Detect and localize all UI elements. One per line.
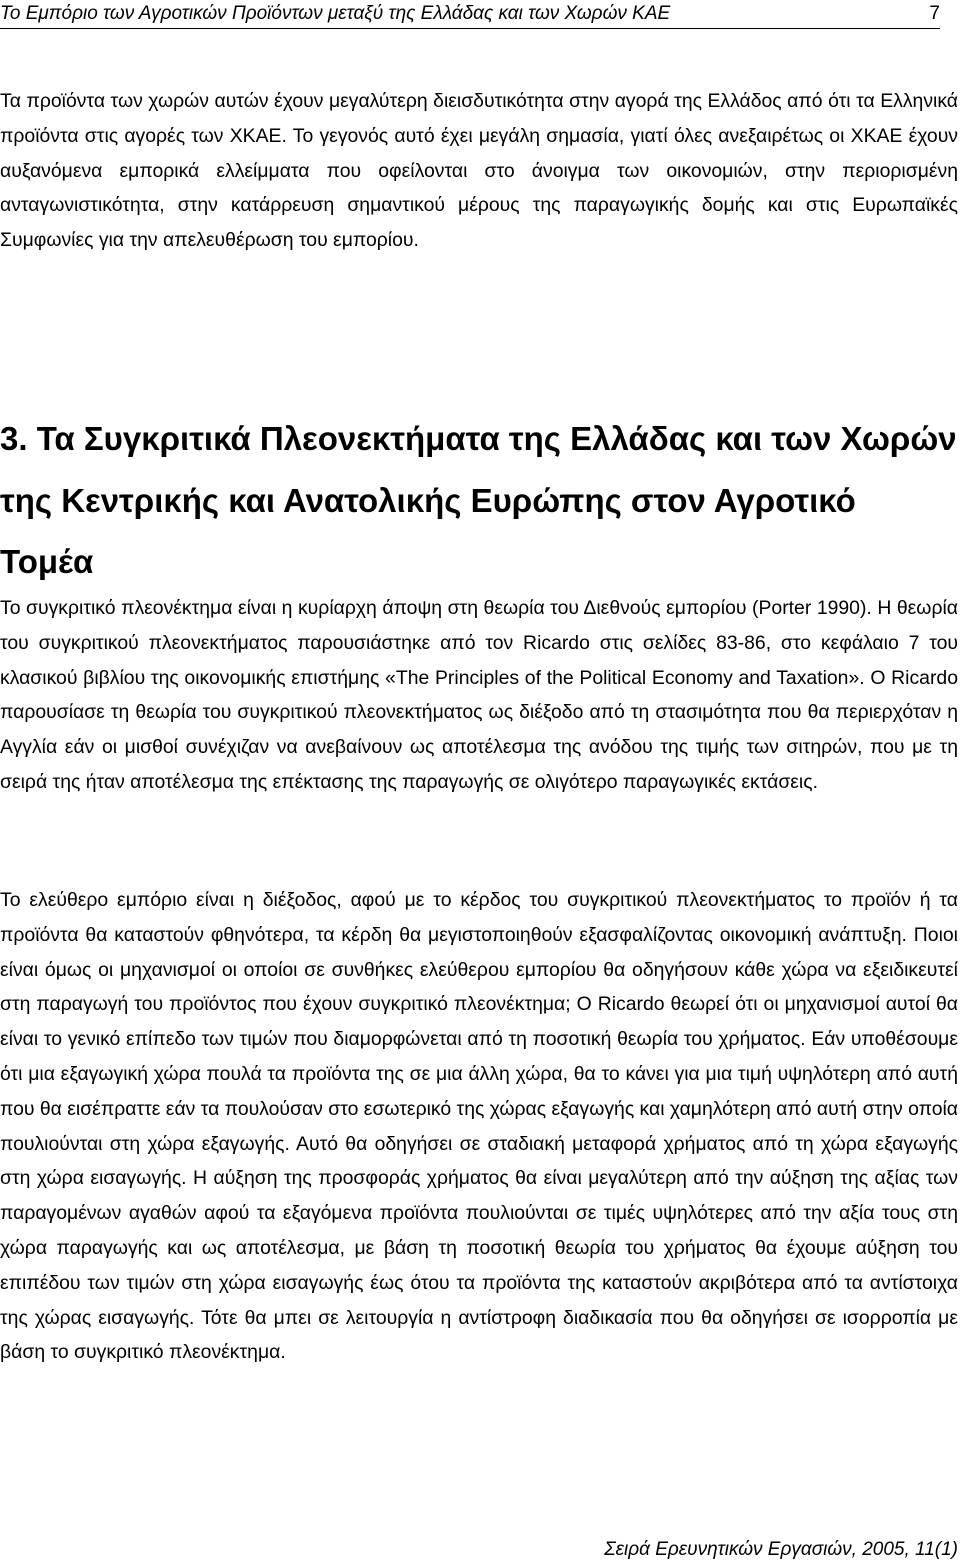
running-header xyxy=(0,2,940,29)
section-heading: 3. Τα Συγκριτικά Πλεονεκτήματα της Ελλάδας και των Χωρών της Κεντρικής και Ανατολικής Ευρώπης στον Αγροτικό Τομέα xyxy=(0,420,957,580)
body-paragraph-2: Το συγκριτικό πλεονέκτημα είναι η κυρίαρχη άποψη στη θεωρία του Διεθνούς εμπορίου (Porter 1990). Η θεωρία του συγκριτικού πλεονεκτήματος παρουσιάστηκε από τον Ricardo στις σελίδες 83-86, στο κεφάλαιο 7 του κλασικού βιβλίου της οικονομικής επιστήμης «The Principles of the Political Economy and Taxation». Ο Ricardo παρουσίασε τη θεωρία του συγκριτικού πλεονεκτήματος ως διέξοδο από τη στασιμότητα που θα περιερχόταν η Αγγλία εάν οι μισθοί συνέχιζαν να ανεβαίνουν ως αποτέλεσμα της ανόδου της τιμής των σιτηρών, που με τη σειρά της ήταν αποτέλεσμα της επέκτασης της παραγωγής σε ολιγότερο παραγωγικές εκτάσεις. xyxy=(0,597,958,793)
page-number: 7 xyxy=(929,3,940,24)
body-paragraph-1: Τα προϊόντα των χωρών αυτών έχουν μεγαλύτερη διεισδυτικότητα στην αγορά της Ελλάδος από ότι τα Ελληνικά προϊόντα στις αγορές των ΧΚΑΕ. Το γεγονός αυτό έχει μεγάλη σημασία, γιατί όλες ανεξαιρέτως οι ΧΚΑΕ έχουν αυξανόμενα εμπορικά ελλείμματα που οφείλονται στο άνοιγμα των οικονομιών, στην περιορισμένη ανταγωνιστικότητα, στην κατάρρευση σημαντικού μέρους της παραγωγικής δομής και στις Ευρωπαϊκές Συμφωνίες για την απελευθέρωση του εμπορίου. xyxy=(0,90,958,252)
body-paragraph-3: Το ελεύθερο εμπόριο είναι η διέξοδος, αφού με το κέρδος του συγκριτικού πλεονεκτήματος το προϊόν ή τα προϊόντα θα καταστούν φθηνότερα, τα κέρδη θα μεγιστοποιηθούν εξασφαλίζοντας οικονομική ανάπτυξη. Ποιοι είναι όμως οι μηχανισμοί οι οποίοι σε συνθήκες ελεύθερου εμπορίου θα οδηγήσουν κάθε χώρα να εξειδικευτεί στη παραγωγή του προϊόντος που έχουν συγκριτικό πλεονέκτημα; Ο Ricardo θεωρεί ότι οι μηχανισμοί αυτοί θα είναι το γενικό επίπεδο των τιμών που διαμορφώνεται από τη ποσοτική θεωρία του χρήματος. Εάν υποθέσουμε ότι μια εξαγωγική χώρα πουλά τα προϊόντα της σε μια άλλη χώρα, θα το κάνει για μια τιμή υψηλότερη από αυτή που θα εισέπραττε εάν τα πουλούσαν στο εσωτερικό της χώρας εξαγωγής και χαμηλότερη από αυτή στην οποία πουλιούνται στη χώρα εξαγωγής. Αυτό θα οδηγήσει σε σταδιακή μεταφορά χρήματος από τη χώρα εξαγωγής στη χώρα εισαγωγής. Η αύξηση της προσφοράς χρήματος θα είναι μεγαλύτερη από την αύξηση της αξίας των παραγομένων αγαθών αφού τα εξαγόμενα προϊόντα πουλιούνται σε τιμές υψηλότερες από την αξία τους στη χώρα παραγωγής και ως αποτέλεσμα, με βάση τη ποσοτική θεωρία του χρήματος θα έχουμε αύξηση του επιπέδου των τιμών στη χώρα εισαγωγής έως ότου τα προϊόντα της καταστούν ακριβότερα από τα αντίστοιχα της χώρας εισαγωγής. Τότε θα μπει σε λειτουργία η αντίστροφη διαδικασία που θα οδηγήσει σε ισορροπία με βάση το συγκριτικό πλεονέκτημα. xyxy=(0,889,958,1364)
running-footer: Σειρά Ερευνητικών Εργασιών, 2005, 11(1) xyxy=(604,1539,958,1560)
header-title: Το Εμπόριο των Αγροτικών Προϊόντων μεταξύ της Ελλάδας και των Χωρών ΚΑΕ xyxy=(0,3,671,24)
